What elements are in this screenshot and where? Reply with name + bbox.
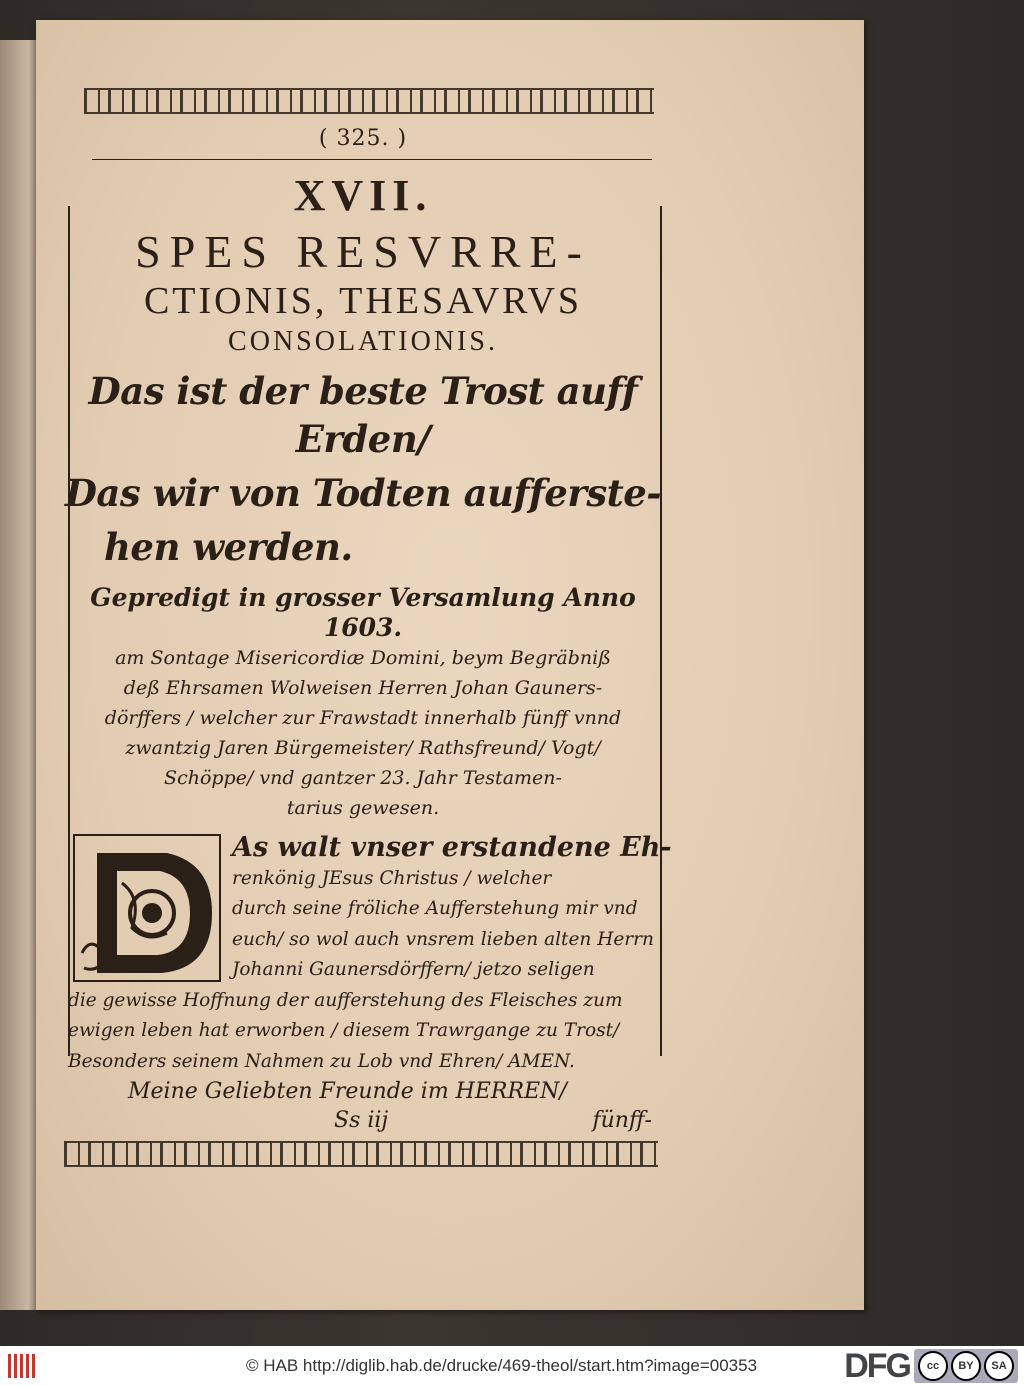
decorated-initial-d [72, 833, 222, 983]
latin-title-line-2: CTIONIS, THESAVRVS [143, 280, 583, 322]
by-icon: BY [951, 1351, 981, 1381]
left-page-edge [0, 40, 41, 1310]
signature-mark: Ss iij [334, 1107, 389, 1133]
german-title-line-2: Das wir von Todten aufferste- [64, 471, 662, 515]
copyright-url[interactable]: © HAB http://diglib.hab.de/drucke/469-theol/start.htm?image=00353 [246, 1356, 758, 1375]
chapter-number: XVII. [293, 171, 433, 220]
body-line: renkönig JEsus Christus / welcher [232, 867, 552, 889]
header-rule [92, 159, 652, 160]
top-ornament-border [84, 88, 654, 114]
catchword: fünff- [592, 1107, 652, 1133]
body-line: ewigen leben hat erworben / diesem Trawrgange zu Trost/ [68, 1020, 620, 1041]
body-lead-line: As walt vnser erstandene Eh- [232, 832, 672, 863]
body-line: durch seine fröliche Aufferstehung mir vnd [232, 898, 638, 919]
german-title-line-1: Das ist der beste Trost auff Erden/ [88, 369, 638, 461]
latin-title-line-3: CONSOLATIONIS. [228, 326, 498, 357]
latin-title-line-1: SPES RESVRRE- [135, 226, 591, 277]
sermon-occasion [64, 583, 662, 823]
page-number: ( 325. ) [318, 126, 408, 151]
body-line: euch/ so wol auch vnsrem lieben alten Herrn [232, 928, 654, 950]
bottom-ornament-border [64, 1141, 658, 1167]
body-line: Johanni Gaunersdörffern/ jetzo seligen [232, 959, 595, 980]
viewer-footer [0, 1346, 1024, 1386]
dfg-logo[interactable]: DFG [844, 1346, 910, 1385]
sermon-body [64, 832, 672, 1108]
preached-line: Schöppe/ vnd gantzer 23. Jahr Testamen- [164, 767, 562, 789]
preached-line: am Sontage Misericordiæ Domini, beym Begräbniß [115, 647, 611, 669]
hab-logo-icon [6, 1350, 40, 1382]
german-title-line-3: hen werden. [104, 525, 353, 569]
preached-line: zwantzig Jaren Bürgemeister/ Rathsfreund/ Vogt/ [125, 737, 601, 759]
body-line: die gewisse Hoffnung der aufferstehung des Fleisches zum [68, 989, 623, 1011]
body-line: Besonders seinem Nahmen zu Lob vnd Ehren/ AMEN. [68, 1050, 575, 1072]
preached-line: dörffers / welcher zur Frawstadt innerhalb fünff vnnd [104, 707, 622, 729]
catchline [64, 1108, 662, 1133]
cc-license-badge[interactable] [914, 1349, 1018, 1383]
body-last-line: Meine Geliebten Freunde im HERREN/ [128, 1079, 567, 1104]
preached-line: deß Ehrsamen Wolweisen Herren Johan Gauners- [123, 677, 603, 699]
sa-icon: SA [984, 1351, 1014, 1381]
preached-line: tarius gewesen. [286, 797, 440, 819]
preached-first-line: Gepredigt in grosser Versamlung Anno 1603. [90, 583, 636, 642]
text-frame [64, 88, 672, 1133]
cc-icon: cc [918, 1351, 948, 1381]
funder-and-license [844, 1347, 1018, 1386]
